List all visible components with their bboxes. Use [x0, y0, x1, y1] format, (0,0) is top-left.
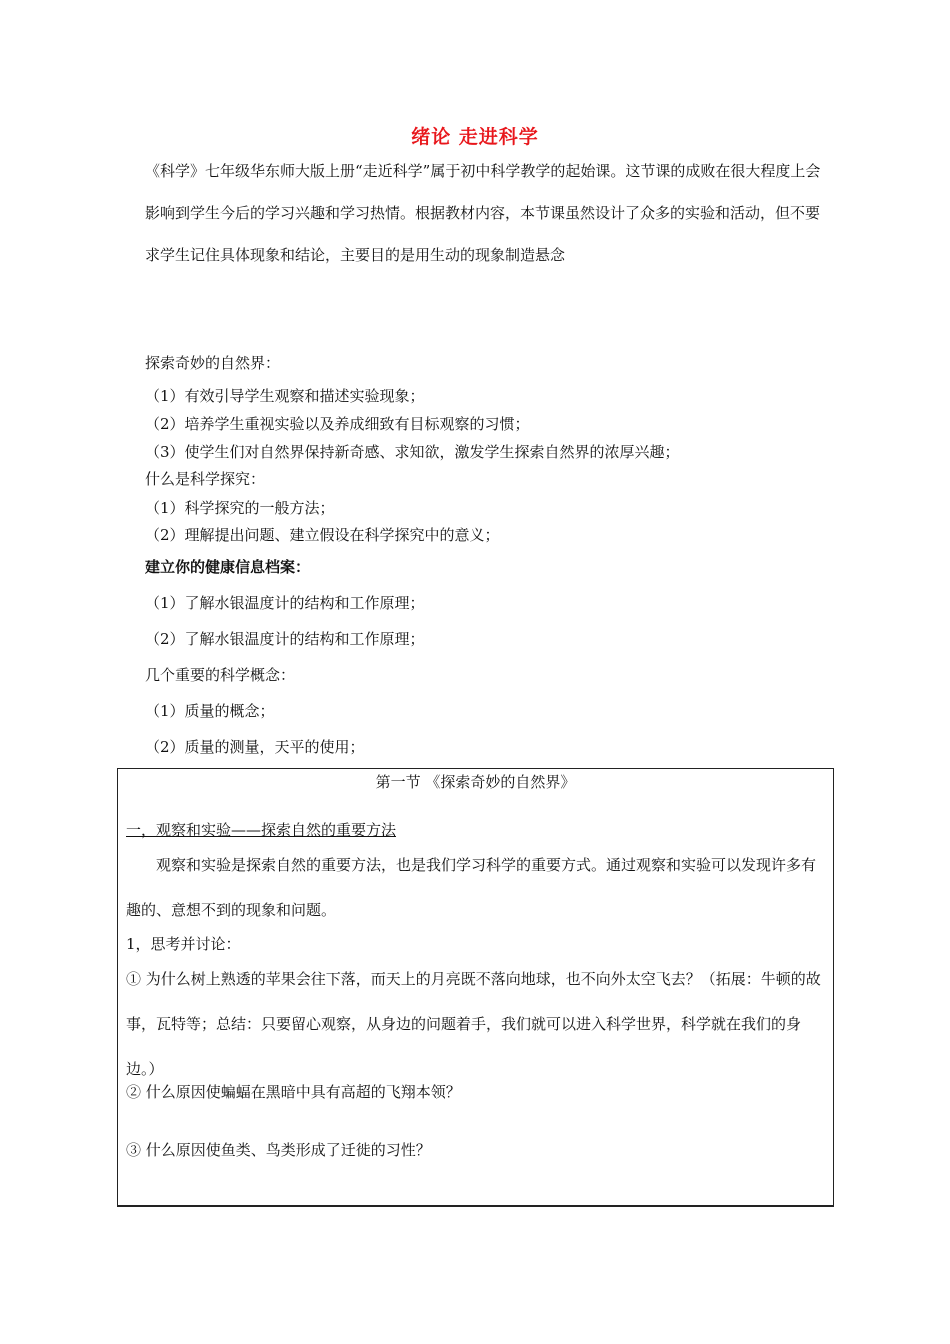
section-heading: 什么是科学探究： — [145, 470, 266, 488]
list-item: （2）理解提出问题、建立假设在科学探究中的意义； — [145, 526, 500, 544]
list-item: （2）质量的测量，天平的使用； — [145, 738, 365, 756]
list-item: （1）了解水银温度计的结构和工作原理； — [145, 594, 425, 612]
list-item: （1）质量的概念； — [145, 702, 275, 720]
discussion-heading: 1，思考并讨论： — [126, 935, 241, 953]
list-item: （2）培养学生重视实验以及养成细致有目标观察的习惯； — [145, 415, 530, 433]
section-heading: 建立你的健康信息档案： — [145, 558, 311, 576]
list-item: （1）有效引导学生观察和描述实验现象； — [145, 387, 425, 405]
list-item: （2）了解水银温度计的结构和工作原理； — [145, 630, 425, 648]
question-3: ③ 什么原因使鱼类、鸟类形成了迁徙的习性？ — [126, 1141, 431, 1159]
page-title: 绪论 走进科学 — [411, 126, 539, 148]
list-item: （3）使学生们对自然界保持新奇感、求知欲，激发学生探索自然界的浓厚兴趣； — [145, 443, 680, 461]
section-heading: 探索奇妙的自然界： — [145, 354, 281, 372]
intro-paragraph: 《科学》七年级华东师大版上册“走近科学”属于初中科学教学的起始课。这节课的成败在很大程度上会影响到学生今后的学习兴趣和学习热情。根据教材内容，本节课虽然设计了众多的实验和活动，但不要求学生记住具体现象和结论，主要目的是用生动的现象制造悬念 — [145, 162, 821, 264]
box-title: 第一节 《探索奇妙的自然界》 — [375, 773, 576, 791]
question-1: ① 为什么树上熟透的苹果会往下落，而天上的月亮既不落向地球，也不向外太空飞去？（拓展：牛顿的故事，瓦特等；总结：只要留心观察，从身边的问题着手，我们就可以进入科学世界，科学就在我们的身边。） — [126, 970, 821, 1078]
box-subtitle: 一，观察和实验——探索自然的重要方法 — [126, 821, 397, 839]
section-heading: 几个重要的科学概念： — [145, 666, 296, 684]
lesson-box — [117, 768, 834, 1207]
box-paragraph: 观察和实验是探索自然的重要方法，也是我们学习科学的重要方式。通过观察和实验可以发现许多有趣的、意想不到的现象和问题。 — [126, 856, 817, 919]
question-2: ② 什么原因使蝙蝠在黑暗中具有高超的飞翔本领？ — [126, 1083, 461, 1101]
list-item: （1）科学探究的一般方法； — [145, 499, 335, 517]
